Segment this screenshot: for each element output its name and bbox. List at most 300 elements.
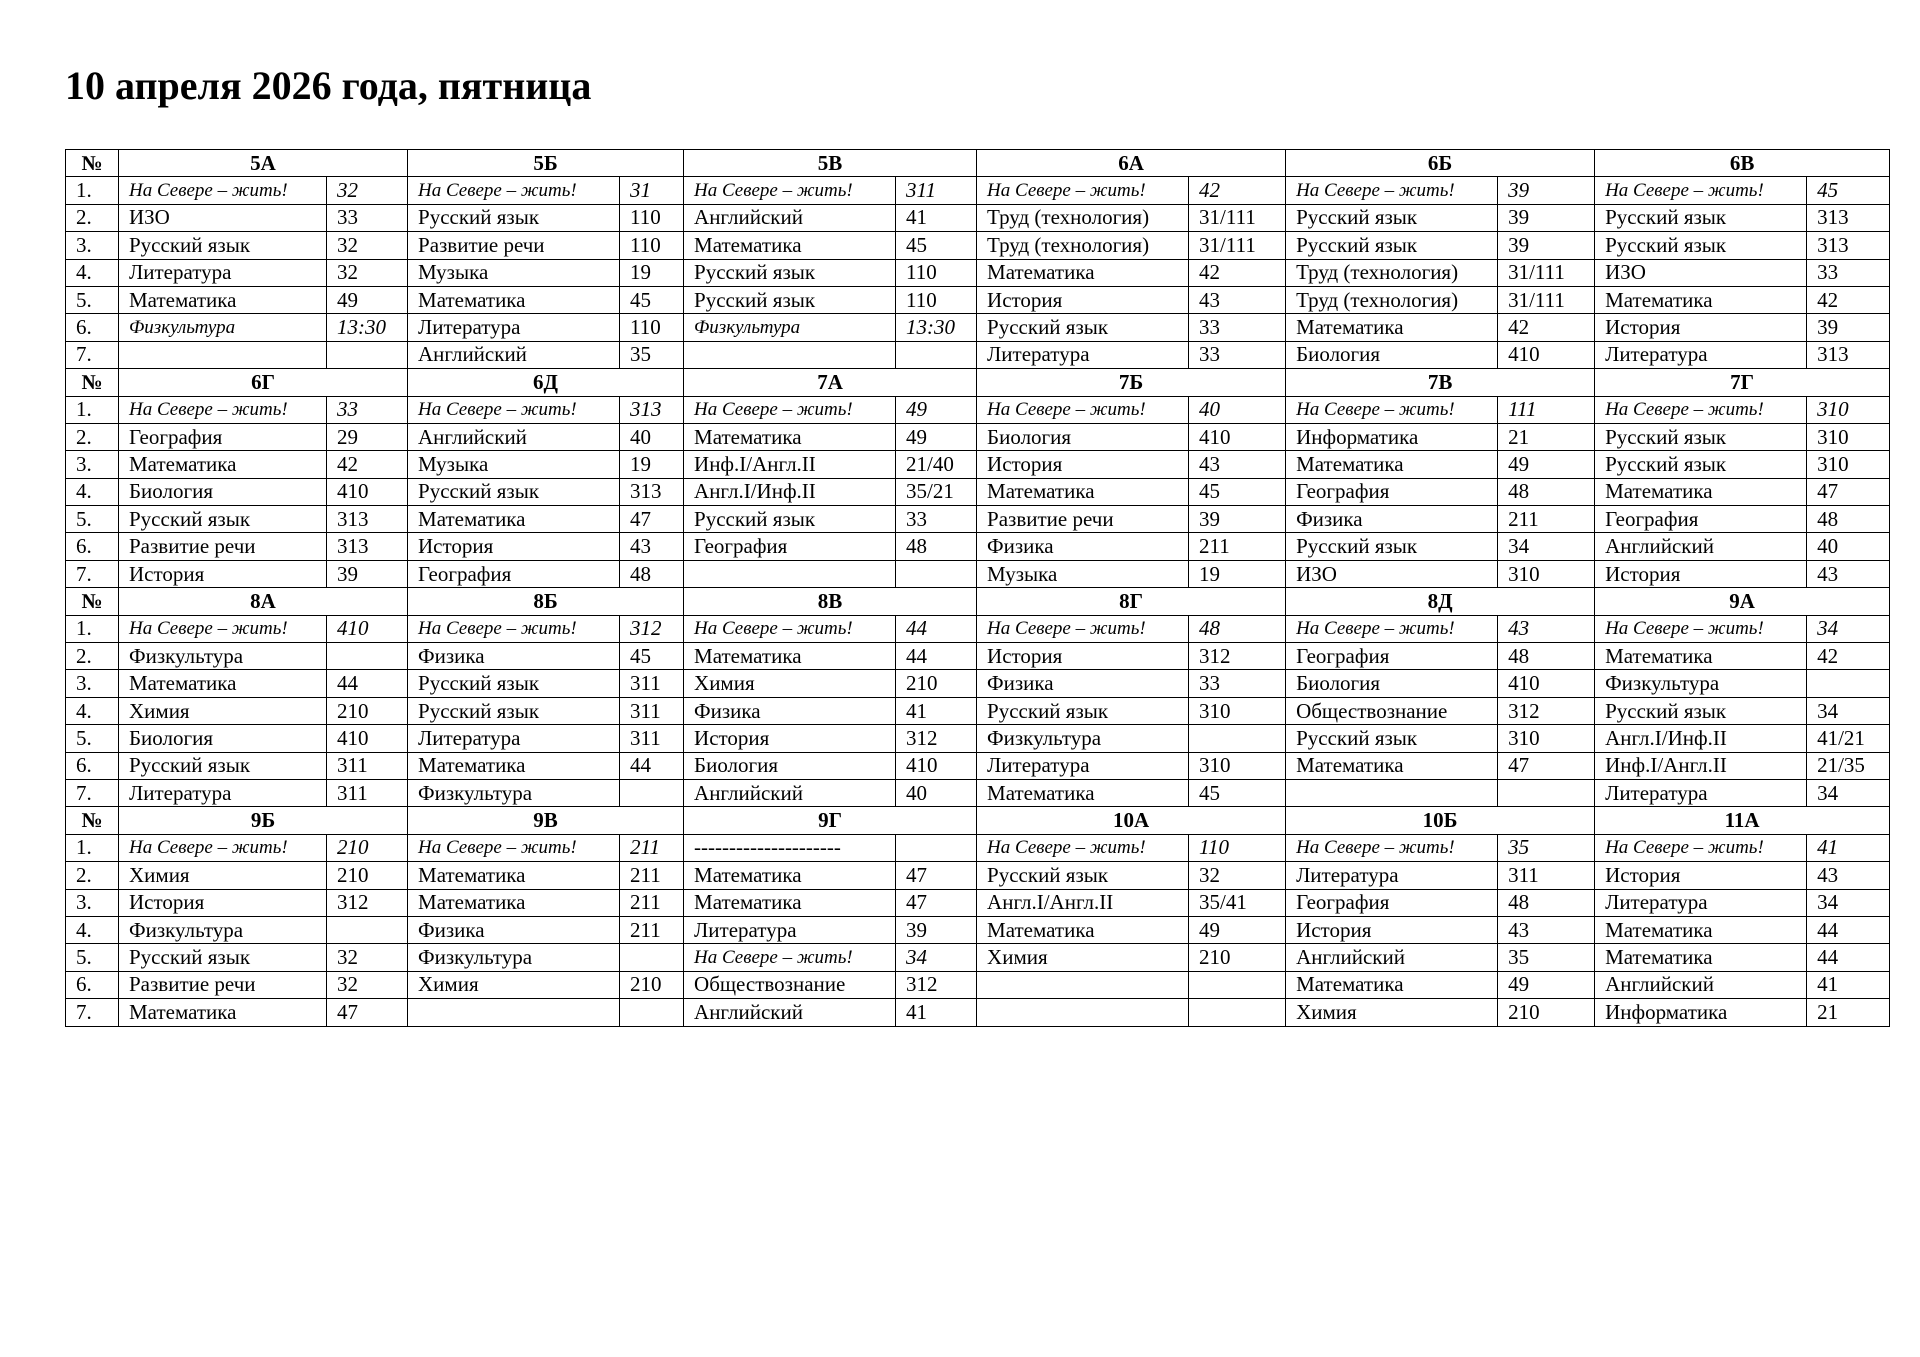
- subject-cell: Химия: [408, 971, 620, 998]
- subject-cell: Англ.I/Инф.II: [684, 478, 896, 505]
- lesson-row: [66, 834, 1890, 861]
- lesson-row: [66, 643, 1890, 670]
- subject-cell: Математика: [977, 916, 1189, 943]
- subject-cell: Русский язык: [1286, 232, 1498, 259]
- subject-cell: Физика: [408, 916, 620, 943]
- room-cell: 42: [1189, 177, 1286, 204]
- subject-cell: Литература: [1595, 779, 1807, 806]
- room-cell: [1498, 779, 1595, 806]
- room-cell: 313: [620, 478, 684, 505]
- lesson-number: 5.: [66, 725, 119, 752]
- room-cell: [1189, 725, 1286, 752]
- room-cell: 19: [620, 451, 684, 478]
- subject-cell: Физкультура: [977, 725, 1189, 752]
- subject-cell: Математика: [1595, 643, 1807, 670]
- room-cell: [327, 643, 408, 670]
- subject-cell: Русский язык: [1595, 697, 1807, 724]
- subject-cell: Математика: [119, 999, 327, 1026]
- room-cell: 210: [620, 971, 684, 998]
- room-cell: 33: [1189, 314, 1286, 341]
- room-cell: 42: [1807, 643, 1890, 670]
- room-cell: 48: [896, 533, 977, 560]
- room-cell: 313: [1807, 341, 1890, 368]
- room-cell: 41: [896, 697, 977, 724]
- subject-cell: Химия: [977, 944, 1189, 971]
- room-cell: 21: [1498, 423, 1595, 450]
- room-cell: 34: [1498, 533, 1595, 560]
- subject-cell: Русский язык: [119, 506, 327, 533]
- subject-cell: Русский язык: [408, 478, 620, 505]
- subject-cell: Физкультура: [119, 916, 327, 943]
- subject-cell: История: [119, 560, 327, 587]
- room-cell: 34: [1807, 889, 1890, 916]
- room-cell: 211: [620, 889, 684, 916]
- subject-cell: Физика: [408, 643, 620, 670]
- room-cell: 44: [896, 615, 977, 642]
- room-cell: 49: [896, 396, 977, 423]
- room-cell: 33: [1189, 341, 1286, 368]
- subject-cell: География: [1286, 478, 1498, 505]
- subject-cell: Математика: [684, 862, 896, 889]
- subject-cell: ИЗО: [1595, 259, 1807, 286]
- class-header-row: [66, 807, 1890, 834]
- subject-cell: Химия: [119, 697, 327, 724]
- subject-cell: Физкультура: [408, 779, 620, 806]
- subject-cell: Математика: [408, 889, 620, 916]
- lesson-number: 1.: [66, 396, 119, 423]
- room-cell: 45: [1807, 177, 1890, 204]
- room-cell: 312: [896, 971, 977, 998]
- room-cell: 110: [896, 259, 977, 286]
- subject-cell: История: [684, 725, 896, 752]
- lesson-row: [66, 286, 1890, 313]
- subject-cell: Биология: [119, 478, 327, 505]
- room-cell: 41: [1807, 834, 1890, 861]
- lesson-number: 3.: [66, 451, 119, 478]
- subject-cell: Математика: [684, 889, 896, 916]
- room-cell: 311: [896, 177, 977, 204]
- room-cell: 13:30: [327, 314, 408, 341]
- subject-cell: Химия: [119, 862, 327, 889]
- room-cell: 49: [1189, 916, 1286, 943]
- subject-cell: Информатика: [1595, 999, 1807, 1026]
- subject-cell: Развитие речи: [119, 971, 327, 998]
- lesson-number: 3.: [66, 232, 119, 259]
- subject-cell: Физика: [684, 697, 896, 724]
- number-header: №: [66, 150, 119, 177]
- room-cell: 33: [327, 204, 408, 231]
- subject-cell: На Севере – жить!: [1595, 834, 1807, 861]
- subject-cell: Русский язык: [408, 204, 620, 231]
- class-name: 5Б: [408, 150, 684, 177]
- lesson-number: 1.: [66, 177, 119, 204]
- subject-cell: На Севере – жить!: [1286, 834, 1498, 861]
- room-cell: 311: [620, 725, 684, 752]
- subject-cell: На Севере – жить!: [1595, 177, 1807, 204]
- room-cell: 311: [620, 697, 684, 724]
- room-cell: 33: [896, 506, 977, 533]
- room-cell: 41: [1807, 971, 1890, 998]
- subject-cell: На Севере – жить!: [1286, 615, 1498, 642]
- lesson-row: [66, 725, 1890, 752]
- class-name: 6Д: [408, 369, 684, 396]
- subject-cell: Математика: [1595, 916, 1807, 943]
- subject-cell: История: [1595, 862, 1807, 889]
- class-name: 8Г: [977, 588, 1286, 615]
- subject-cell: Английский: [1595, 533, 1807, 560]
- subject-cell: Англ.I/Инф.II: [1595, 725, 1807, 752]
- room-cell: 49: [327, 286, 408, 313]
- room-cell: 310: [1189, 697, 1286, 724]
- room-cell: 310: [1189, 752, 1286, 779]
- subject-cell: ИЗО: [1286, 560, 1498, 587]
- room-cell: 313: [1807, 232, 1890, 259]
- room-cell: 44: [896, 643, 977, 670]
- room-cell: 311: [620, 670, 684, 697]
- subject-cell: Русский язык: [119, 752, 327, 779]
- subject-cell: Английский: [408, 341, 620, 368]
- schedule-table: [65, 149, 1890, 1027]
- room-cell: 31/111: [1498, 259, 1595, 286]
- room-cell: [327, 916, 408, 943]
- lesson-number: 7.: [66, 560, 119, 587]
- subject-cell: Литература: [684, 916, 896, 943]
- lesson-number: 2.: [66, 862, 119, 889]
- lesson-number: 3.: [66, 889, 119, 916]
- lesson-row: [66, 999, 1890, 1026]
- class-name: 9Б: [119, 807, 408, 834]
- room-cell: 110: [896, 286, 977, 313]
- room-cell: [620, 779, 684, 806]
- subject-cell: Математика: [408, 862, 620, 889]
- lesson-number: 4.: [66, 478, 119, 505]
- subject-cell: Литература: [1595, 341, 1807, 368]
- subject-cell: Математика: [119, 670, 327, 697]
- subject-cell: Русский язык: [1595, 204, 1807, 231]
- room-cell: 43: [1807, 560, 1890, 587]
- room-cell: 29: [327, 423, 408, 450]
- room-cell: 210: [327, 862, 408, 889]
- room-cell: 39: [896, 916, 977, 943]
- subject-cell: История: [977, 286, 1189, 313]
- room-cell: 48: [1498, 643, 1595, 670]
- room-cell: 48: [1498, 889, 1595, 916]
- subject-cell: [977, 999, 1189, 1026]
- lesson-row: [66, 560, 1890, 587]
- room-cell: 310: [1807, 396, 1890, 423]
- subject-cell: Литература: [977, 752, 1189, 779]
- subject-cell: Русский язык: [977, 862, 1189, 889]
- lesson-row: [66, 423, 1890, 450]
- subject-cell: [684, 341, 896, 368]
- lesson-number: 2.: [66, 204, 119, 231]
- subject-cell: Математика: [408, 506, 620, 533]
- subject-cell: Английский: [408, 423, 620, 450]
- room-cell: [1189, 999, 1286, 1026]
- subject-cell: Литература: [1286, 862, 1498, 889]
- subject-cell: География: [119, 423, 327, 450]
- room-cell: 41/21: [1807, 725, 1890, 752]
- lesson-number: 3.: [66, 670, 119, 697]
- subject-cell: Русский язык: [977, 697, 1189, 724]
- room-cell: 42: [1807, 286, 1890, 313]
- subject-cell: Музыка: [977, 560, 1189, 587]
- room-cell: 310: [1498, 560, 1595, 587]
- subject-cell: Физкультура: [408, 944, 620, 971]
- class-header-row: [66, 150, 1890, 177]
- class-name: 6В: [1595, 150, 1890, 177]
- number-header: №: [66, 807, 119, 834]
- subject-cell: Химия: [1286, 999, 1498, 1026]
- class-name: 8В: [684, 588, 977, 615]
- room-cell: 410: [327, 725, 408, 752]
- subject-cell: История: [1595, 560, 1807, 587]
- room-cell: 311: [327, 779, 408, 806]
- room-cell: 312: [896, 725, 977, 752]
- subject-cell: Русский язык: [1286, 533, 1498, 560]
- subject-cell: Труд (технология): [977, 232, 1189, 259]
- subject-cell: Химия: [684, 670, 896, 697]
- subject-cell: На Севере – жить!: [684, 615, 896, 642]
- subject-cell: Русский язык: [977, 314, 1189, 341]
- room-cell: 312: [1189, 643, 1286, 670]
- subject-cell: На Севере – жить!: [408, 615, 620, 642]
- lesson-number: 5.: [66, 944, 119, 971]
- room-cell: 49: [1498, 971, 1595, 998]
- class-name: 10Б: [1286, 807, 1595, 834]
- lesson-row: [66, 533, 1890, 560]
- class-header-row: [66, 588, 1890, 615]
- lesson-number: 2.: [66, 643, 119, 670]
- room-cell: 42: [1498, 314, 1595, 341]
- lesson-row: [66, 478, 1890, 505]
- room-cell: 41: [896, 204, 977, 231]
- subject-cell: Инф.I/Англ.II: [684, 451, 896, 478]
- room-cell: 45: [620, 286, 684, 313]
- subject-cell: Биология: [119, 725, 327, 752]
- room-cell: 210: [1498, 999, 1595, 1026]
- room-cell: 49: [896, 423, 977, 450]
- class-name: 5В: [684, 150, 977, 177]
- room-cell: 19: [1189, 560, 1286, 587]
- room-cell: 32: [327, 259, 408, 286]
- subject-cell: Русский язык: [119, 232, 327, 259]
- room-cell: 48: [1807, 506, 1890, 533]
- class-name: 5А: [119, 150, 408, 177]
- subject-cell: Английский: [1286, 944, 1498, 971]
- subject-cell: Математика: [1595, 478, 1807, 505]
- subject-cell: [684, 560, 896, 587]
- subject-cell: Обществознание: [684, 971, 896, 998]
- room-cell: 39: [327, 560, 408, 587]
- subject-cell: Русский язык: [1595, 451, 1807, 478]
- subject-cell: Развитие речи: [977, 506, 1189, 533]
- room-cell: [896, 341, 977, 368]
- subject-cell: Математика: [1286, 971, 1498, 998]
- room-cell: 210: [896, 670, 977, 697]
- room-cell: 313: [620, 396, 684, 423]
- subject-cell: Развитие речи: [119, 533, 327, 560]
- class-name: 10А: [977, 807, 1286, 834]
- room-cell: 33: [1807, 259, 1890, 286]
- subject-cell: Англ.I/Англ.II: [977, 889, 1189, 916]
- subject-cell: Русский язык: [1595, 423, 1807, 450]
- subject-cell: Математика: [119, 451, 327, 478]
- subject-cell: ---------------------: [684, 834, 896, 861]
- room-cell: 313: [327, 506, 408, 533]
- subject-cell: Русский язык: [1286, 725, 1498, 752]
- subject-cell: Русский язык: [684, 259, 896, 286]
- room-cell: 310: [1807, 423, 1890, 450]
- room-cell: 44: [620, 752, 684, 779]
- subject-cell: История: [1595, 314, 1807, 341]
- room-cell: 47: [327, 999, 408, 1026]
- subject-cell: Математика: [977, 779, 1189, 806]
- room-cell: 33: [327, 396, 408, 423]
- room-cell: 211: [620, 916, 684, 943]
- subject-cell: Физкультура: [119, 643, 327, 670]
- room-cell: 311: [1498, 862, 1595, 889]
- room-cell: 33: [1189, 670, 1286, 697]
- subject-cell: На Севере – жить!: [684, 396, 896, 423]
- subject-cell: ИЗО: [119, 204, 327, 231]
- room-cell: [620, 999, 684, 1026]
- room-cell: 310: [1807, 451, 1890, 478]
- subject-cell: Русский язык: [684, 286, 896, 313]
- lesson-number: 7.: [66, 999, 119, 1026]
- lesson-row: [66, 615, 1890, 642]
- number-header: №: [66, 369, 119, 396]
- lesson-number: 1.: [66, 834, 119, 861]
- subject-cell: Музыка: [408, 451, 620, 478]
- lesson-number: 6.: [66, 314, 119, 341]
- subject-cell: Труд (технология): [1286, 286, 1498, 313]
- room-cell: 43: [1498, 615, 1595, 642]
- subject-cell: На Севере – жить!: [1286, 177, 1498, 204]
- lesson-row: [66, 177, 1890, 204]
- subject-cell: Физика: [1286, 506, 1498, 533]
- room-cell: 39: [1189, 506, 1286, 533]
- room-cell: 34: [1807, 697, 1890, 724]
- subject-cell: Физкультура: [1595, 670, 1807, 697]
- lesson-row: [66, 944, 1890, 971]
- subject-cell: Русский язык: [684, 506, 896, 533]
- subject-cell: История: [977, 643, 1189, 670]
- room-cell: 311: [327, 752, 408, 779]
- subject-cell: Биология: [977, 423, 1189, 450]
- room-cell: 210: [327, 834, 408, 861]
- lesson-number: 7.: [66, 779, 119, 806]
- lesson-row: [66, 889, 1890, 916]
- subject-cell: Развитие речи: [408, 232, 620, 259]
- subject-cell: На Севере – жить!: [977, 615, 1189, 642]
- room-cell: 35: [620, 341, 684, 368]
- room-cell: 43: [620, 533, 684, 560]
- room-cell: [327, 341, 408, 368]
- subject-cell: На Севере – жить!: [119, 834, 327, 861]
- room-cell: 39: [1807, 314, 1890, 341]
- subject-cell: На Севере – жить!: [408, 834, 620, 861]
- subject-cell: Физика: [977, 533, 1189, 560]
- room-cell: [896, 560, 977, 587]
- room-cell: 210: [1189, 944, 1286, 971]
- subject-cell: Английский: [684, 779, 896, 806]
- page-title: 10 апреля 2026 года, пятница: [65, 63, 592, 108]
- class-name: 8Б: [408, 588, 684, 615]
- room-cell: 39: [1498, 177, 1595, 204]
- subject-cell: Труд (технология): [977, 204, 1189, 231]
- room-cell: [1189, 971, 1286, 998]
- lesson-number: 4.: [66, 259, 119, 286]
- subject-cell: На Севере – жить!: [119, 177, 327, 204]
- room-cell: 211: [620, 862, 684, 889]
- room-cell: 34: [1807, 615, 1890, 642]
- room-cell: 110: [1189, 834, 1286, 861]
- subject-cell: [1286, 779, 1498, 806]
- room-cell: [620, 944, 684, 971]
- subject-cell: На Севере – жить!: [119, 396, 327, 423]
- subject-cell: Математика: [408, 286, 620, 313]
- class-name: 9Г: [684, 807, 977, 834]
- room-cell: 48: [1189, 615, 1286, 642]
- room-cell: 211: [1189, 533, 1286, 560]
- lesson-number: 6.: [66, 533, 119, 560]
- subject-cell: География: [684, 533, 896, 560]
- class-name: 6Б: [1286, 150, 1595, 177]
- subject-cell: Физкультура: [684, 314, 896, 341]
- room-cell: 43: [1807, 862, 1890, 889]
- lesson-row: [66, 971, 1890, 998]
- class-name: 7Г: [1595, 369, 1890, 396]
- lesson-row: [66, 341, 1890, 368]
- subject-cell: На Севере – жить!: [408, 177, 620, 204]
- lesson-row: [66, 506, 1890, 533]
- lesson-row: [66, 232, 1890, 259]
- room-cell: 31/111: [1189, 232, 1286, 259]
- class-name: 11А: [1595, 807, 1890, 834]
- room-cell: 313: [1807, 204, 1890, 231]
- room-cell: 110: [620, 314, 684, 341]
- room-cell: 42: [327, 451, 408, 478]
- room-cell: 45: [896, 232, 977, 259]
- subject-cell: Математика: [119, 286, 327, 313]
- subject-cell: Русский язык: [1286, 204, 1498, 231]
- subject-cell: [119, 341, 327, 368]
- lesson-number: 5.: [66, 286, 119, 313]
- subject-cell: Английский: [684, 999, 896, 1026]
- subject-cell: История: [408, 533, 620, 560]
- room-cell: 45: [1189, 478, 1286, 505]
- subject-cell: Биология: [684, 752, 896, 779]
- room-cell: 31/111: [1498, 286, 1595, 313]
- room-cell: 21/40: [896, 451, 977, 478]
- lesson-row: [66, 779, 1890, 806]
- room-cell: 40: [896, 779, 977, 806]
- room-cell: 32: [327, 232, 408, 259]
- room-cell: 13:30: [896, 314, 977, 341]
- room-cell: 19: [620, 259, 684, 286]
- subject-cell: Математика: [684, 423, 896, 450]
- subject-cell: Обществознание: [1286, 697, 1498, 724]
- room-cell: 21: [1807, 999, 1890, 1026]
- subject-cell: [977, 971, 1189, 998]
- lesson-number: 5.: [66, 506, 119, 533]
- subject-cell: Русский язык: [408, 697, 620, 724]
- subject-cell: География: [1286, 643, 1498, 670]
- lesson-row: [66, 670, 1890, 697]
- room-cell: 43: [1189, 286, 1286, 313]
- class-name: 8А: [119, 588, 408, 615]
